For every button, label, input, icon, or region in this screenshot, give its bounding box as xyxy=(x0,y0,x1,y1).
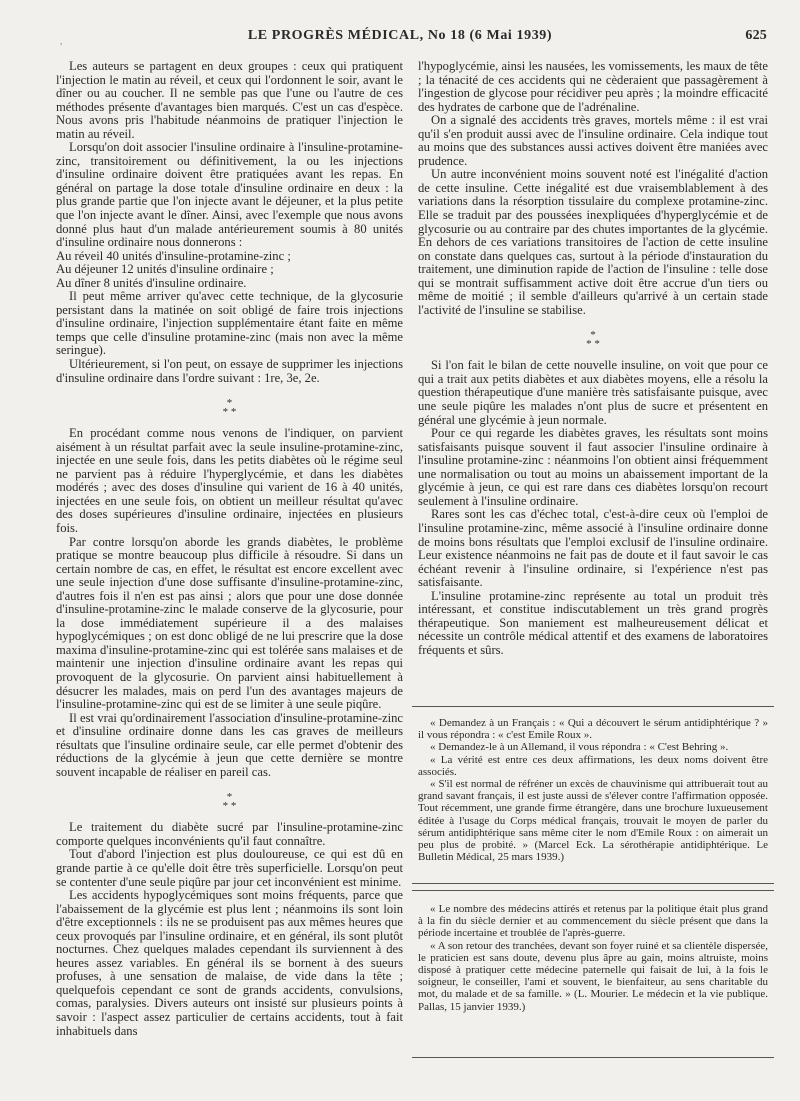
quote-paragraph: « S'il est normal de réfréner un excès de chauvinisme qui attribuerait tout au grand savant français, il est juste aussi de s'élever contre l'affirmation opposée. Tout récemment, une grande firme étrangère, dans une brochure luxueusement éditée à l'usage du Corps médical français, trouvait le moyen de parler du sérum antidiphtérique sans même citer le nom d'Emile Roux : on aimerait un peu plus de probité. » (Marcel Eck. La sérothérapie antidiphtérique. Le Bulletin Médical, 25 mars 1939.) xyxy=(418,778,768,864)
paragraph: Il peut même arriver qu'avec cette technique, de la glycosurie persistant dans la matinée on soit obligé de faire trois injections d'insuline ordinaire, l'injection supplémentaire étant faite en même temps que celle d'insuline protamine-zinc (mais non avec la même seringue). xyxy=(56,289,403,358)
dosage-item: Au déjeuner 12 unités d'insuline ordinaire ; xyxy=(56,262,274,277)
journal-title: LE PROGRÈS MÉDICAL, No 18 (6 Mai 1939) xyxy=(247,28,553,43)
paragraph: On a signalé des accidents très graves, mortels même : il est vrai qu'il s'en produit aussi avec de l'insuline ordinaire. Cela indique tout au moins que des substances aussi actives doivent être maniées avec prudence. xyxy=(418,113,768,168)
paragraph: Pour ce qui regarde les diabètes graves, les résultats sont moins satisfaisants puisque souvent il faut associer l'insuline ordinaire à l'insuline protamine-zinc : néanmoins l'on obtient ainsi fréquemment une normalisation ou tout au moins un abaissement important de la glycémie à jeun, ce qui est rare dans ces diabètes lorsqu'on recourt seulement à l'insuline ordinaire. xyxy=(418,426,768,508)
right-column xyxy=(418,60,768,657)
dosage-item: Au réveil 40 unités d'insuline-protamine-zinc ; xyxy=(56,248,291,263)
paragraph: Lorsqu'on doit associer l'insuline ordinaire à l'insuline-protamine-zinc, transitoirement ou définitivement, la ou les injections d'insuline ordinaire doivent être pratiquées avant les repas. En général on partage la dose totale d'insuline ordinaire en deux : la plus grande partie que l'on injecte avant le déjeuner, et la plus petite que l'on injecte avant le dîner. Ainsi, avec l'exemple que nous avons donné plus haut d'un malade antérieurement soumis à 80 unités d'insuline ordinaire nous donnerons : xyxy=(56,140,403,250)
paragraph: Tout d'abord l'injection est plus douloureuse, ce qui est dû en grande partie à ce qu'elle doit être très superficielle. Lorsqu'on peut se contenter d'une seule piqûre par jour cet inconvénient est minime. xyxy=(56,847,403,889)
section-separator xyxy=(418,331,768,349)
left-column xyxy=(56,60,403,1038)
paragraph: En procédant comme nous venons de l'indiquer, on parvient aisément à un résultat parfait avec la seule insuline-protamine-zinc, injectée en une seule fois, dans les petits diabètes où le régime seul ne parvient pas à réduire l'hyperglycémie, et dans les diabètes modérés ; avec des doses d'insuline qui varient de 16 à 40 unités, injectées en une seule fois, on obtient un meilleur résultat qu'avec des doses supérieures d'insuline ordinaire, injectées en plusieurs fois. xyxy=(56,426,403,535)
separator-star-bottom: * * xyxy=(222,406,237,419)
section-separator xyxy=(56,399,403,417)
paragraph: L'insuline protamine-zinc représente au total un produit très intéressant, et constitue indiscutablement un très grand progrès thérapeutique. Son maniement est malheureusement délicat et nécessite un contrôle médical attentif et des examens de laboratoires fréquents et sûrs. xyxy=(418,588,768,657)
paragraph: l'hypoglycémie, ainsi les nausées, les vomissements, les maux de tête ; la ténacité de ces accidents qui ne cèderaient que passagèrement à l'ingestion de glycose pour récidiver peu après ; la moindre efficacité des hydrates de carbone que de l'adrénaline. xyxy=(418,59,768,114)
separator-star-bottom: * * xyxy=(586,338,600,351)
quote-paragraph: « La vérité est entre ces deux affirmations, les deux noms doivent être associés. xyxy=(418,753,768,778)
quote-paragraph: « A son retour des tranchées, devant son foyer ruiné et sa clientèle dispersée, le praticien est sans doute, devenu plus âpre au gain, moins altruiste, moins disposé à pratiquer cette médecine paternelle qui faisait de lui, à la fois le soigneur, le conseiller, l'ami et souvent, le bienfaiteur, au sens charitable du mot, du malade et de sa famille. » (L. Mourier. Le médecin et la vie publique. Pallas, 15 janvier 1939.) xyxy=(418,939,768,1013)
section-separator xyxy=(56,793,403,811)
paragraph: Un autre inconvénient moins souvent noté est l'inégalité d'action de cette insuline. Cette inégalité est due vraisemblablement à des variations dans la résorption tissulaire du complexe protamine-zinc. Elle se traduit par des poussées inexpliquées d'hyperglycémie et de glycosurie ou au contraire par des chutes importantes de la glycémie. En dehors de ces variations transitoires de l'action de cette insuline on constate dans quelques cas, surtout à la période d'instauration du traitement, une diminution rapide de l'action de l'insuline : telle dose qui se montrait suffisamment active doit être accrue d'un tiers ou même de moitié ; il semble d'ailleurs qu'arrivé à un certain stade l'activité de l'insuline se stabilise. xyxy=(418,167,768,317)
quotation-box-roux xyxy=(412,706,774,884)
quotation-box-mourier xyxy=(412,890,774,1058)
paragraph: Si l'on fait le bilan de cette nouvelle insuline, on voit que pour ce qui a trait aux petits diabètes et aux diabètes moyens, elle a résolu la question thérapeutique d'une manière très satisfaisante puisque, avec une seule piqûre les malades n'ont plus de sucre et présentent en général une glycémie à jeun normale. xyxy=(418,358,768,427)
header-left-mark: , xyxy=(60,36,63,46)
paragraph: Il est vrai qu'ordinairement l'association d'insuline-protamine-zinc et d'insuline ordinaire donne dans les cas graves de meilleurs résultats que l'insuline ordinaire seule, car elle permet d'obtenir des réductions de la glycémie à jeun que cette dernière se montre souvent incapable de réaliser en pareil cas. xyxy=(56,710,403,779)
separator-star-top: * xyxy=(226,397,233,410)
paragraph: Le traitement du diabète sucré par l'insuline-protamine-zinc comporte quelques inconvénients qu'il faut connaître. xyxy=(56,820,403,848)
paragraph: Ultérieurement, si l'on peut, on essaye de supprimer les injections d'insuline ordinaire dans l'ordre suivant : 1re, 3e, 2e. xyxy=(56,357,403,385)
quote-paragraph: « Le nombre des médecins attirés et retenus par la politique était plus grand à la fin du siècle dernier et au commencement du siècle présent que dans la période incertaine et troublée de l'après-guerre. xyxy=(418,903,768,940)
separator-star-top: * xyxy=(590,329,596,342)
separator-star-top: * xyxy=(226,791,233,804)
paragraph: Rares sont les cas d'échec total, c'est-à-dire ceux où l'emploi de l'insuline protamine-zinc, même associé à l'insuline ordinaire donne de moins bons résultats que l'emploi exclusif de l'insuline ordinaire. Leur existence néanmoins ne fait pas de doute et il faut savoir le cas échéant revenir à l'insuline ordinaire, si l'expérience n'est pas satisfaisante. xyxy=(418,507,768,590)
page-header xyxy=(0,28,800,48)
quote-paragraph: « Demandez à un Français : « Qui a découvert le sérum antidiphtérique ? » il vous répondra : « c'est Emile Roux ». xyxy=(418,717,768,742)
paragraph: Par contre lorsqu'on aborde les grands diabètes, le problème pratique se montre beaucoup plus difficile à résoudre. Si dans un certain nombre de cas, en effet, le résultat est encore excellent avec une seule injection d'une dose suffisante d'insuline-protamine-zinc, d'autres fois il n'en est pas ainsi ; alors que pour une dose donnée d'insuline-protamine-zinc le malade conserve de la glycosurie, pour la dose immédiatement supérieure il a des malaises hypoglycémiques ; on est donc obligé de ne lui prescrire que la dose maxima d'insuline-protamine-zinc qui est tolérée sans malaises et de maintenir une injection d'insuline ordinaire avant les repas qui provoquent de la glycosurie. On parvient ainsi habituellement à désucrer les malades, mais on perd l'un des avantages majeurs de l'insuline-protamine-zinc qui est de se limiter à une seule piqûre. xyxy=(56,534,403,712)
paragraph: Les auteurs se partagent en deux groupes : ceux qui pratiquent l'injection le matin au réveil, et ceux qui l'ordonnent le soir, avant le dîner ou au coucher. Il ne semble pas que l'une ou l'autre de ces méthodes présente d'avantages bien marqués. C'est un cas d'espèce. Nous avons pris l'habitude néanmoins de pratiquer l'injection le matin au réveil. xyxy=(56,59,403,141)
quote-paragraph: « Demandez-le à un Allemand, il vous répondra : « C'est Behring ». xyxy=(430,741,729,754)
paragraph: Les accidents hypoglycémiques sont moins fréquents, parce que l'abaissement de la glycémie est plus lent ; néanmoins ils sont loin d'être exceptionnels : ils ne se produisent pas aux mêmes heures que ceux provoqués par l'insuline ordinaire, et en général, ils sont plutôt nocturnes. Chez quelques malades cependant ils surviennent à des heures assez variables. En général ils se bornent à des sueurs profuses, à une sensation de malaise, de vide dans la tête ; quelquefois cependant ce sont de grands accidents, convulsions, comas, paralysies. Divers auteurs ont insisté sur plusieurs points à savoir : l'aspect assez particulier de certains accidents, tout à fait inhabituels dans xyxy=(56,888,403,1038)
dosage-item: Au dîner 8 unités d'insuline ordinaire. xyxy=(56,275,247,290)
page-number: 625 xyxy=(745,28,767,43)
separator-star-bottom: * * xyxy=(222,800,237,813)
